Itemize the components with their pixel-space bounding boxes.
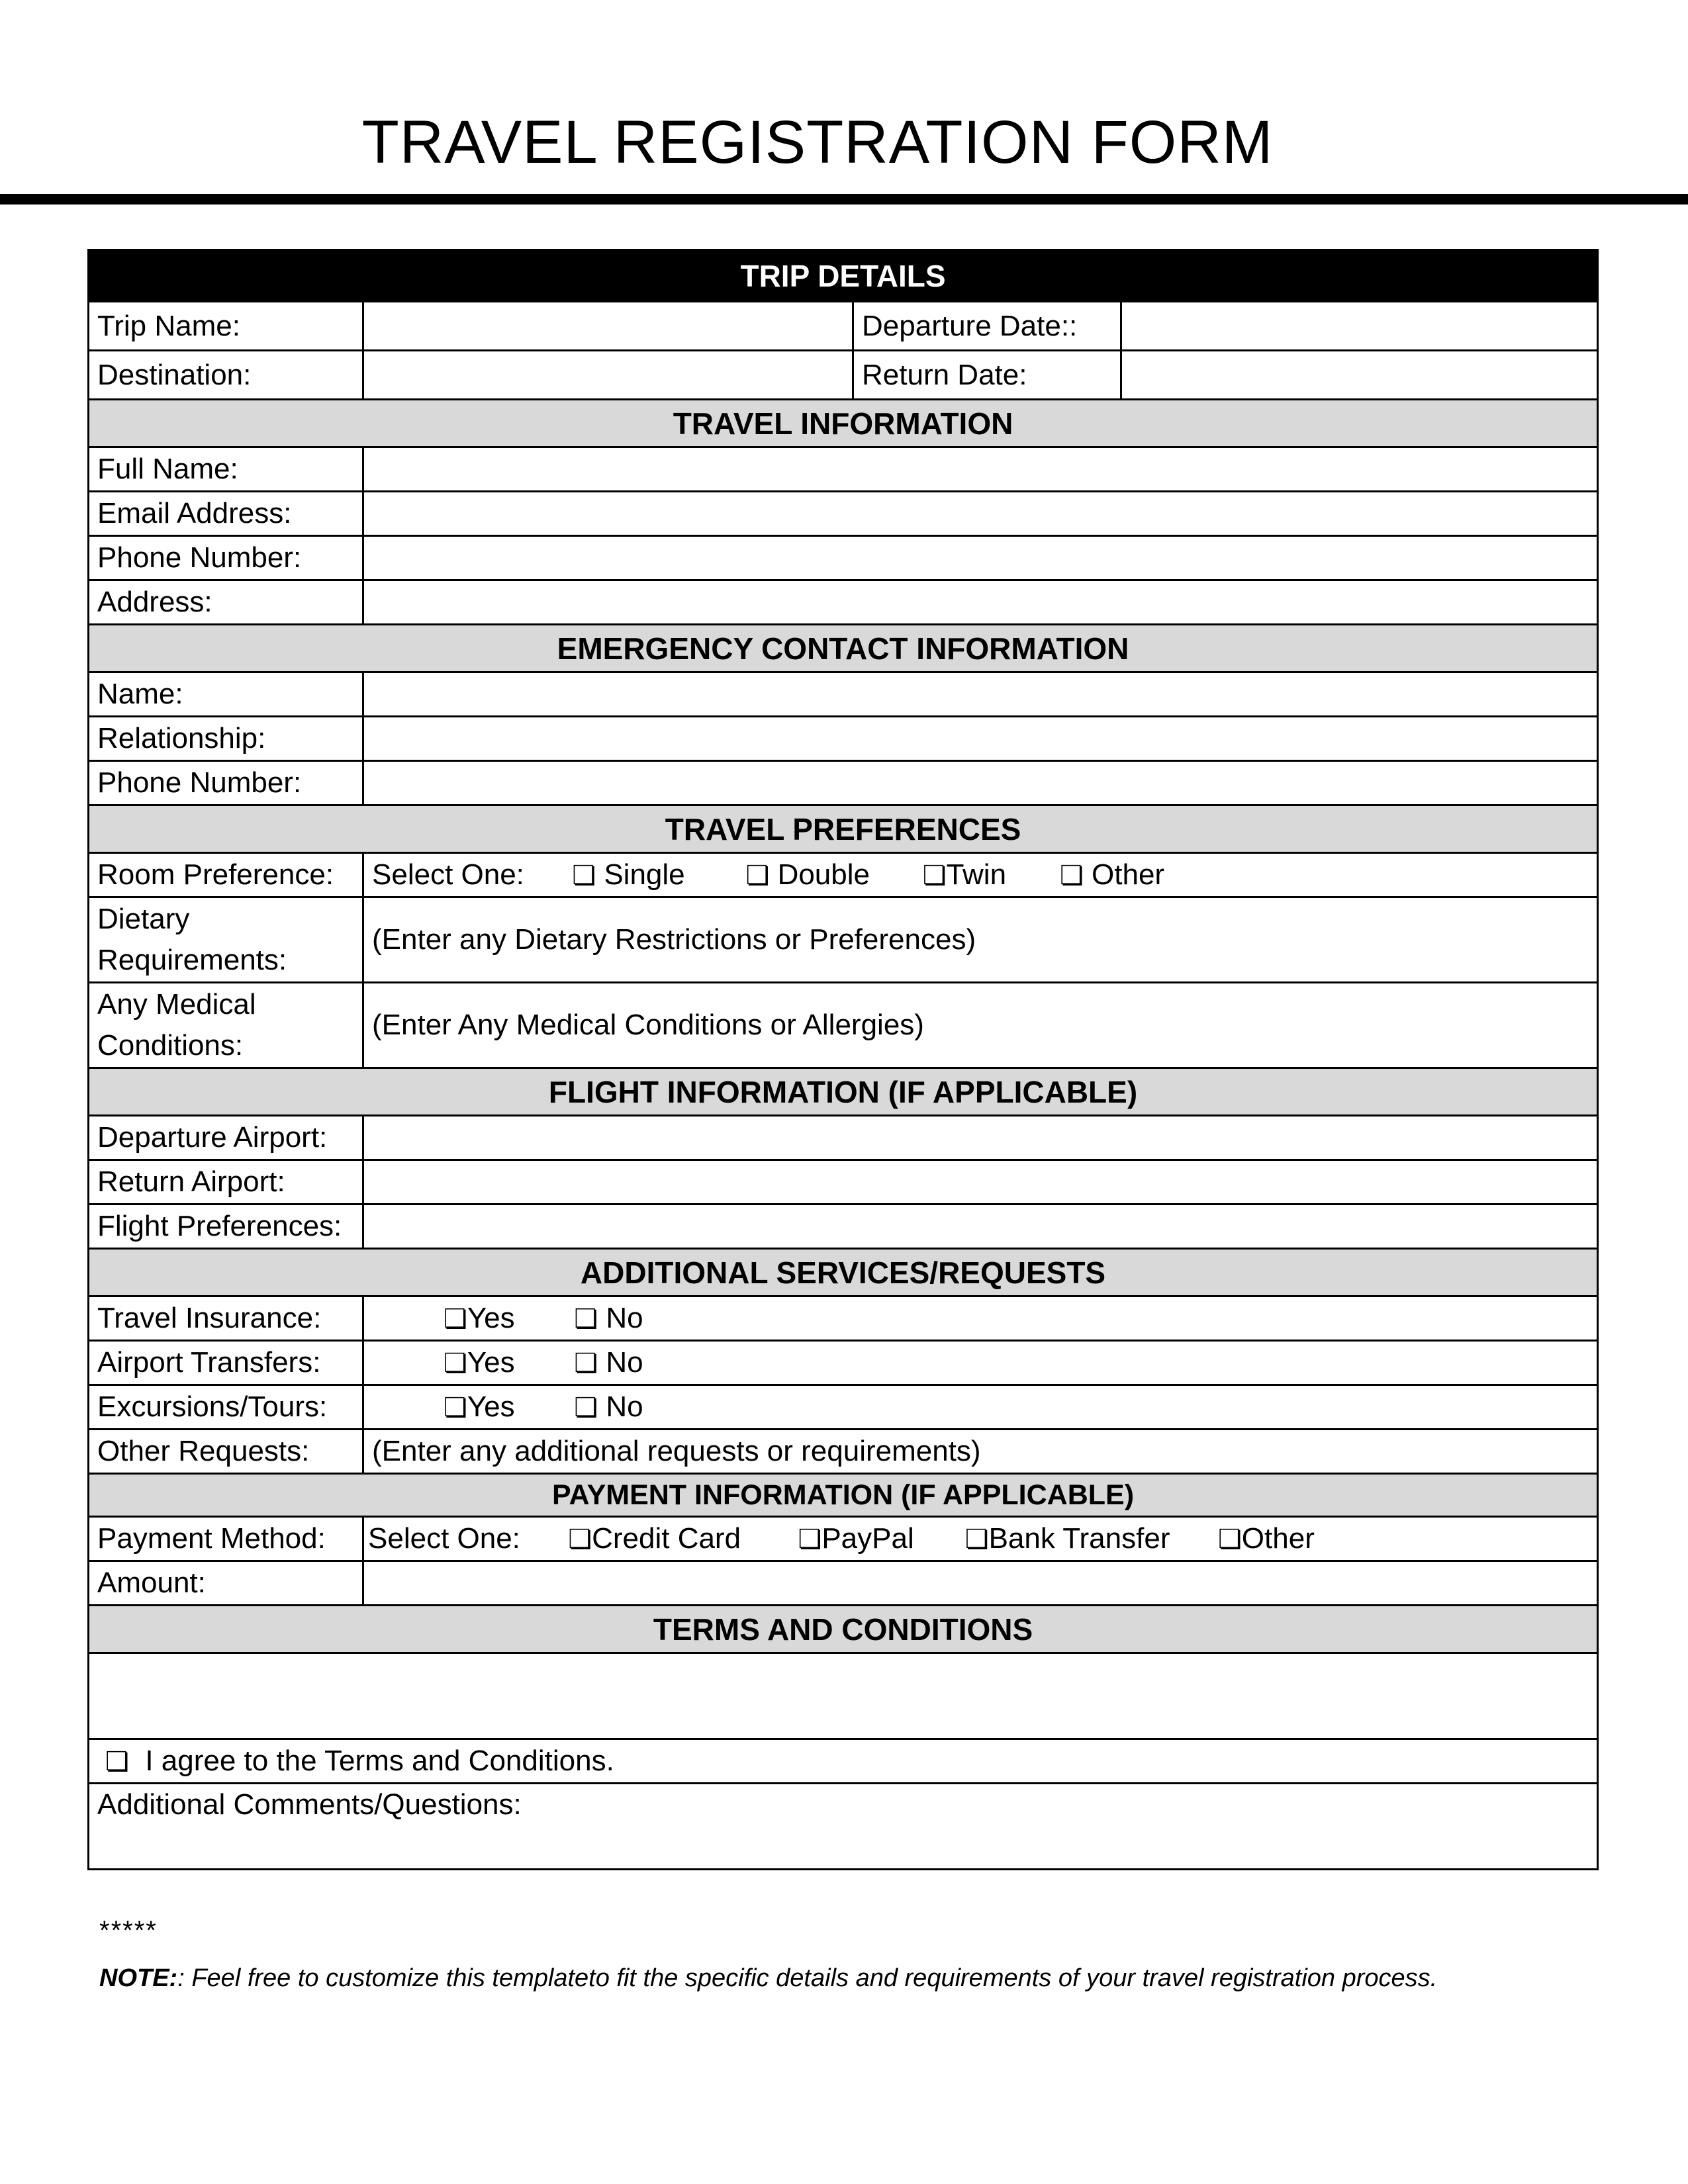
comments-area[interactable] [89, 1784, 1598, 1870]
full-name-field[interactable] [363, 447, 1598, 492]
room-option-twin[interactable]: ❏Twin [922, 858, 1007, 891]
address-field[interactable] [363, 580, 1598, 625]
flight-preferences-field[interactable] [363, 1205, 1598, 1249]
footer-note [99, 1959, 1523, 1997]
note-label: NOTE: [99, 1964, 178, 1992]
return-airport-label: Return Airport: [89, 1160, 363, 1205]
room-option-double[interactable]: ❏ Double [745, 858, 870, 891]
emergency-contact-header: EMERGENCY CONTACT INFORMATION [89, 625, 1598, 672]
destination-label: Destination: [89, 351, 363, 400]
room-option-single[interactable]: ❏ Single [572, 858, 685, 891]
return-airport-field[interactable] [363, 1160, 1598, 1205]
payment-method-label: Payment Method: [89, 1517, 363, 1561]
registration-form-table [87, 249, 1599, 1870]
footer-stars: ***** [99, 1916, 158, 1945]
payment-method-options [363, 1517, 1598, 1561]
additional-services-header: ADDITIONAL SERVICES/REQUESTS [89, 1249, 1598, 1297]
departure-airport-label: Departure Airport: [89, 1116, 363, 1160]
emergency-phone-label: Phone Number: [89, 761, 363, 805]
room-option-other[interactable]: ❏ Other [1059, 858, 1165, 891]
airport-transfers-yes[interactable]: ❏Yes [444, 1345, 515, 1379]
payment-option-bank-transfer[interactable]: ❏Bank Transfer [964, 1522, 1170, 1555]
return-date-label: Return Date: [853, 351, 1121, 400]
payment-select-one-label: Select One: [368, 1522, 520, 1555]
phone-label: Phone Number: [89, 536, 363, 580]
phone-field[interactable] [363, 536, 1598, 580]
email-field[interactable] [363, 492, 1598, 536]
excursions-options [363, 1385, 1598, 1430]
checkbox-icon: ❏ [444, 1392, 467, 1423]
emergency-name-field[interactable] [363, 672, 1598, 717]
address-label: Address: [89, 580, 363, 625]
note-text: : Feel free to customize this templateto fit the specific details and requirements of your travel registration process. [177, 1964, 1438, 1992]
return-date-field[interactable] [1121, 351, 1598, 400]
airport-transfers-label: Airport Transfers: [89, 1341, 363, 1385]
travel-insurance-no[interactable]: ❏ No [574, 1301, 643, 1334]
departure-date-label: Departure Date:: [853, 302, 1121, 351]
amount-label: Amount: [89, 1561, 363, 1606]
payment-option-credit-card[interactable]: ❏Credit Card [568, 1522, 741, 1555]
payment-information-header: PAYMENT INFORMATION (IF APPLICABLE) [89, 1474, 1598, 1517]
select-one-label: Select One: [372, 858, 524, 891]
other-requests-label: Other Requests: [89, 1430, 363, 1474]
dietary-label: Dietary Requirements: [89, 897, 363, 983]
emergency-name-label: Name: [89, 672, 363, 717]
checkbox-icon: ❏ [574, 1347, 598, 1379]
checkbox-icon: ❏ [105, 1746, 129, 1777]
trip-details-header: TRIP DETAILS [89, 250, 1598, 302]
checkbox-icon: ❏ [964, 1524, 989, 1555]
checkbox-icon: ❏ [444, 1303, 467, 1334]
flight-information-header: FLIGHT INFORMATION (IF APPLICABLE) [89, 1068, 1598, 1116]
amount-field[interactable] [363, 1561, 1598, 1606]
departure-airport-field[interactable] [363, 1116, 1598, 1160]
room-preference-label: Room Preference: [89, 853, 363, 897]
excursions-no[interactable]: ❏ No [574, 1390, 643, 1423]
page-title: TRAVEL REGISTRATION FORM [361, 109, 1274, 176]
payment-option-other[interactable]: ❏Other [1217, 1522, 1315, 1555]
travel-information-header: TRAVEL INFORMATION [89, 400, 1598, 447]
travel-insurance-label: Travel Insurance: [89, 1297, 363, 1341]
travel-preferences-header: TRAVEL PREFERENCES [89, 805, 1598, 853]
travel-insurance-yes[interactable]: ❏Yes [444, 1301, 515, 1334]
emergency-phone-field[interactable] [363, 761, 1598, 805]
excursions-yes[interactable]: ❏Yes [444, 1390, 515, 1423]
dietary-field[interactable]: (Enter any Dietary Restrictions or Preferences) [363, 897, 1598, 983]
checkbox-icon: ❏ [798, 1524, 822, 1555]
checkbox-icon: ❏ [574, 1303, 598, 1334]
flight-preferences-label: Flight Preferences: [89, 1205, 363, 1249]
airport-transfers-options [363, 1341, 1598, 1385]
email-label: Email Address: [89, 492, 363, 536]
other-requests-field[interactable]: (Enter any additional requests or requirements) [363, 1430, 1598, 1474]
relationship-field[interactable] [363, 717, 1598, 761]
checkbox-icon: ❏ [574, 1392, 598, 1423]
medical-field[interactable]: (Enter Any Medical Conditions or Allergies) [363, 983, 1598, 1068]
airport-transfers-no[interactable]: ❏ No [574, 1345, 643, 1379]
checkbox-icon: ❏ [1059, 860, 1084, 891]
trip-name-label: Trip Name: [89, 302, 363, 351]
destination-field[interactable] [363, 351, 853, 400]
payment-option-paypal[interactable]: ❏PayPal [798, 1522, 914, 1555]
checkbox-icon: ❏ [444, 1347, 467, 1379]
checkbox-icon: ❏ [568, 1524, 592, 1555]
checkbox-icon: ❏ [1217, 1524, 1242, 1555]
room-preference-options [363, 853, 1598, 897]
title-divider [0, 194, 1688, 205]
agree-terms-checkbox[interactable] [89, 1739, 1598, 1784]
terms-text-area[interactable] [89, 1653, 1598, 1739]
travel-insurance-options [363, 1297, 1598, 1341]
relationship-label: Relationship: [89, 717, 363, 761]
comments-label: Additional Comments/Questions: [97, 1788, 522, 1821]
checkbox-icon: ❏ [745, 860, 770, 891]
full-name-label: Full Name: [89, 447, 363, 492]
checkbox-icon: ❏ [922, 860, 947, 891]
terms-header: TERMS AND CONDITIONS [89, 1606, 1598, 1653]
medical-label: Any Medical Conditions: [89, 983, 363, 1068]
checkbox-icon: ❏ [572, 860, 596, 891]
agree-terms-label: I agree to the Terms and Conditions. [145, 1744, 614, 1777]
excursions-label: Excursions/Tours: [89, 1385, 363, 1430]
departure-date-field[interactable] [1121, 302, 1598, 351]
trip-name-field[interactable] [363, 302, 853, 351]
